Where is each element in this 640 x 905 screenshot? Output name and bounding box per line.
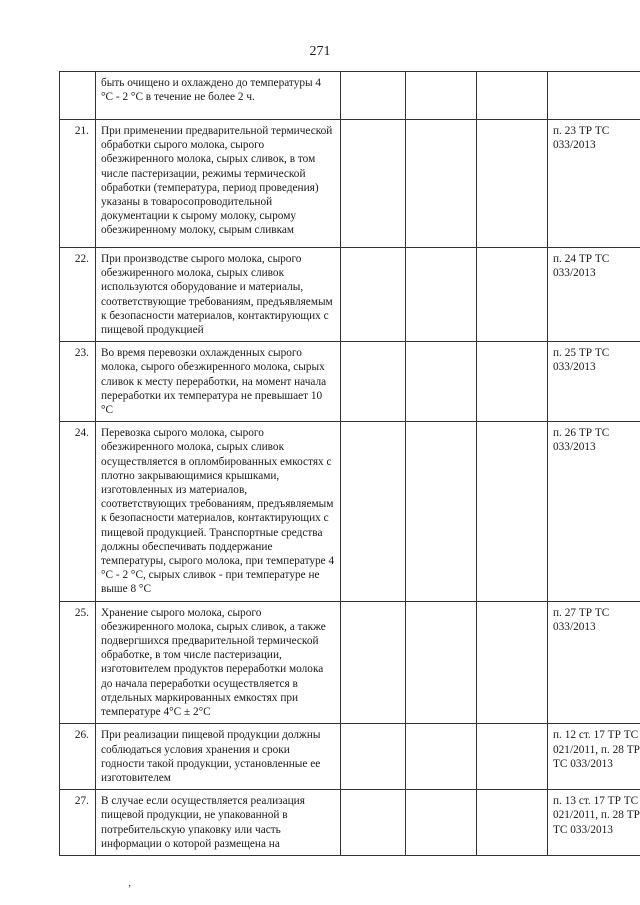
empty-cell (477, 790, 548, 856)
table-row (60, 248, 640, 342)
page-number: 271 (309, 44, 331, 59)
row-number: 27. (60, 790, 96, 856)
regulation-reference: п. 23 ТР ТС 033/2013 (548, 120, 640, 248)
requirement-text: При реализации пищевой продукции должны соблюдаться условия хранения и сроки годности такой продукции, установленные ее изготовителем (96, 724, 341, 790)
row-number: 25. (60, 601, 96, 724)
empty-cell (341, 342, 406, 422)
empty-cell (341, 422, 406, 601)
empty-cell (406, 790, 477, 856)
empty-cell (477, 342, 548, 422)
requirement-text: быть очищено и охлаждено до температуры 4 °С - 2 °С в течение не более 2 ч. (96, 72, 341, 120)
empty-cell (406, 422, 477, 601)
row-number: 21. (60, 120, 96, 248)
regulation-reference: п. 26 ТР ТС 033/2013 (548, 422, 640, 601)
empty-cell (341, 601, 406, 724)
table-row (60, 724, 640, 790)
table-row (60, 342, 640, 422)
empty-cell (406, 120, 477, 248)
requirement-text: Хранение сырого молока, сырого обезжиренного молока, сырых сливок, а также подвергшихся предварительной термической обработке, в том числе пастеризации, изготовителем продуктов переработки молока до начала переработки осуществляется в отдельных маркированных емкостях при температуре 4°С ± 2°С (96, 601, 341, 724)
row-number: 24. (60, 422, 96, 601)
empty-cell (406, 724, 477, 790)
empty-cell (406, 248, 477, 342)
empty-cell (406, 72, 477, 120)
regulation-reference: п. 13 ст. 17 ТР ТС 021/2011, п. 28 ТР ТС 033/2013 (548, 790, 640, 856)
empty-cell (341, 248, 406, 342)
regulation-reference: п. 27 ТР ТС 033/2013 (548, 601, 640, 724)
empty-cell (341, 120, 406, 248)
regulation-reference: п. 12 ст. 17 ТР ТС 021/2011, п. 28 ТР ТС 033/2013 (548, 724, 640, 790)
empty-cell (477, 724, 548, 790)
regulation-reference: п. 25 ТР ТС 033/2013 (548, 342, 640, 422)
row-number (60, 72, 96, 120)
regulation-reference (548, 72, 640, 120)
empty-cell (477, 248, 548, 342)
row-number: 26. (60, 724, 96, 790)
stray-mark: ’ (128, 884, 132, 895)
empty-cell (341, 724, 406, 790)
row-number: 23. (60, 342, 96, 422)
requirement-text: Перевозка сырого молока, сырого обезжиренного молока, сырых сливок осуществляется в опломбированных емкостях с плотно закрывающимися крышками, изготовленных из материалов, соответствующих требованиям, предъявляемым к безопасности материалов, контактирующих с пищевой продукцией. Транспортные средства должны обеспечивать поддержание температуры, сырого молока, при температуре 4 °С - 2 °С, сырых сливок - при температуре не выше 8 °С (96, 422, 341, 601)
table-row (60, 422, 640, 601)
requirements-table (59, 71, 640, 856)
empty-cell (406, 342, 477, 422)
empty-cell (477, 72, 548, 120)
table-row (60, 601, 640, 724)
empty-cell (406, 601, 477, 724)
empty-cell (341, 790, 406, 856)
requirement-text: При производстве сырого молока, сырого обезжиренного молока, сырых сливок используются оборудование и материалы, соответствующие требованиям, предъявляемым к безопасности материалов, контактирующих с пищевой продукцией (96, 248, 341, 342)
table-row (60, 72, 640, 120)
empty-cell (477, 120, 548, 248)
table-row (60, 790, 640, 856)
requirement-text: При применении предварительной термической обработки сырого молока, сырого обезжиренного молока, сырых сливок, в том числе пастеризации, режимы термической обработки (температура, период проведения) указаны в товаросопроводительной документации к сырому молоку, сырому обезжиренному молоку, сырым сливкам (96, 120, 341, 248)
table-row (60, 120, 640, 248)
empty-cell (477, 601, 548, 724)
row-number: 22. (60, 248, 96, 342)
requirement-text: Во время перевозки охлажденных сырого молока, сырого обезжиренного молока, сырых сливок к месту переработки, на момент начала переработки их температура не превышает 10 °С (96, 342, 341, 422)
empty-cell (341, 72, 406, 120)
regulation-reference: п. 24 ТР ТС 033/2013 (548, 248, 640, 342)
table-body (60, 72, 640, 856)
requirement-text: В случае если осуществляется реализация пищевой продукции, не упакованной в потребительскую упаковку или часть информации о которой размещена на (96, 790, 341, 856)
empty-cell (477, 422, 548, 601)
